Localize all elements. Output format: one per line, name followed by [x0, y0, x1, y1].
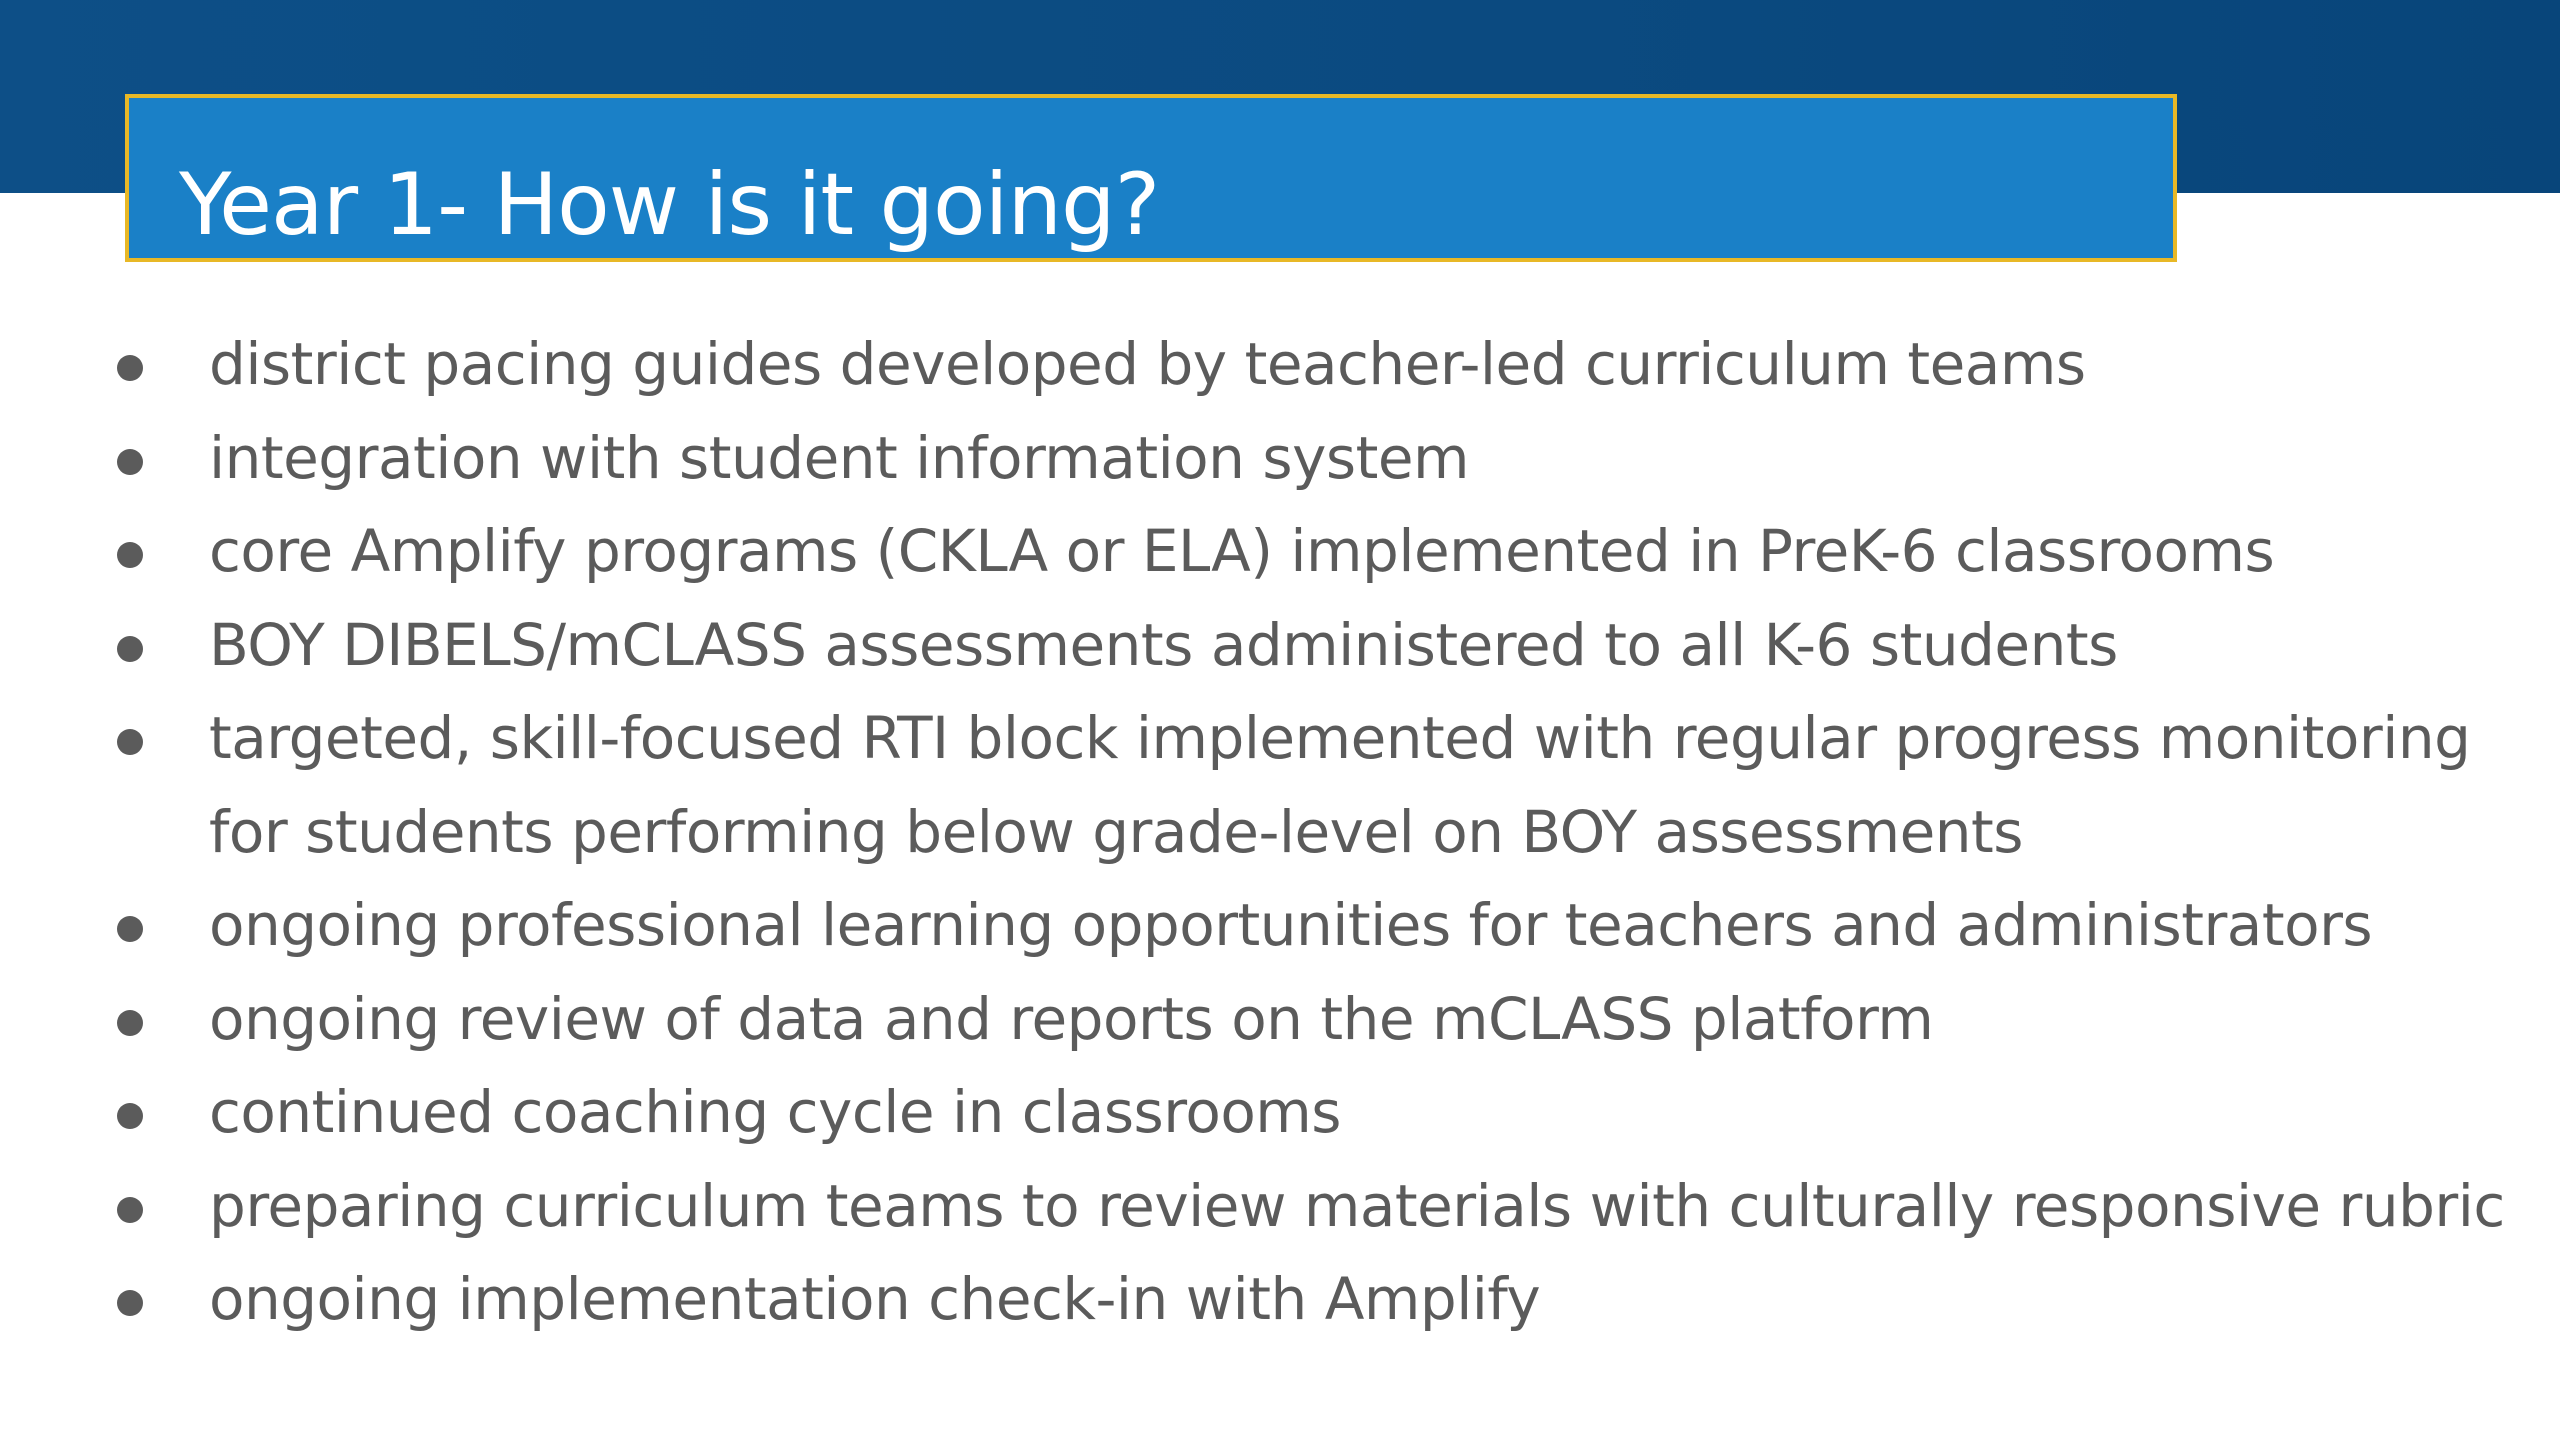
bullet-text: district pacing guides developed by teacher-led curriculum teams [209, 330, 2086, 398]
bullet-item [113, 1160, 2533, 1254]
bullet-item [113, 599, 2533, 693]
bullet-dot-icon [117, 449, 143, 475]
bullet-dot-icon [117, 1290, 143, 1316]
bullet-text: targeted, skill-focused RTI block implemented with regular progress monitoring for students performing below grade-level on BOY assessments [209, 704, 2471, 866]
bullet-dot-icon [117, 355, 143, 381]
bullet-text: ongoing implementation check-in with Amplify [209, 1265, 1541, 1333]
bullet-item [113, 692, 2533, 879]
bullet-text: core Amplify programs (CKLA or ELA) implemented in PreK-6 classrooms [209, 517, 2275, 585]
bullet-item [113, 973, 2533, 1067]
bullet-list [113, 318, 2533, 1347]
bullet-text: ongoing review of data and reports on the mCLASS platform [209, 984, 1934, 1053]
bullet-item [113, 505, 2533, 599]
bullet-dot-icon [117, 542, 143, 568]
bullet-dot-icon [117, 1010, 143, 1036]
bullet-item [113, 879, 2533, 973]
bullet-dot-icon [117, 1197, 143, 1223]
bullet-text: ongoing professional learning opportunities for teachers and administrators [209, 891, 2373, 959]
bullet-item [113, 318, 2533, 412]
bullet-text: continued coaching cycle in classrooms [209, 1078, 1342, 1146]
bullet-text: BOY DIBELS/mCLASS assessments administered to all K-6 students [209, 610, 2118, 679]
bullet-dot-icon [117, 729, 143, 755]
bullet-dot-icon [117, 916, 143, 942]
title-box [125, 94, 2177, 262]
bullet-text: integration with student information system [209, 423, 1470, 492]
bullet-dot-icon [117, 636, 143, 662]
bullet-text: preparing curriculum teams to review materials with culturally responsive rubric [209, 1171, 2505, 1240]
bullet-item [113, 412, 2533, 506]
bullet-item [113, 1253, 2533, 1347]
bullet-item [113, 1066, 2533, 1160]
bullet-dot-icon [117, 1103, 143, 1129]
slide-title: Year 1- How is it going? [179, 155, 1160, 255]
